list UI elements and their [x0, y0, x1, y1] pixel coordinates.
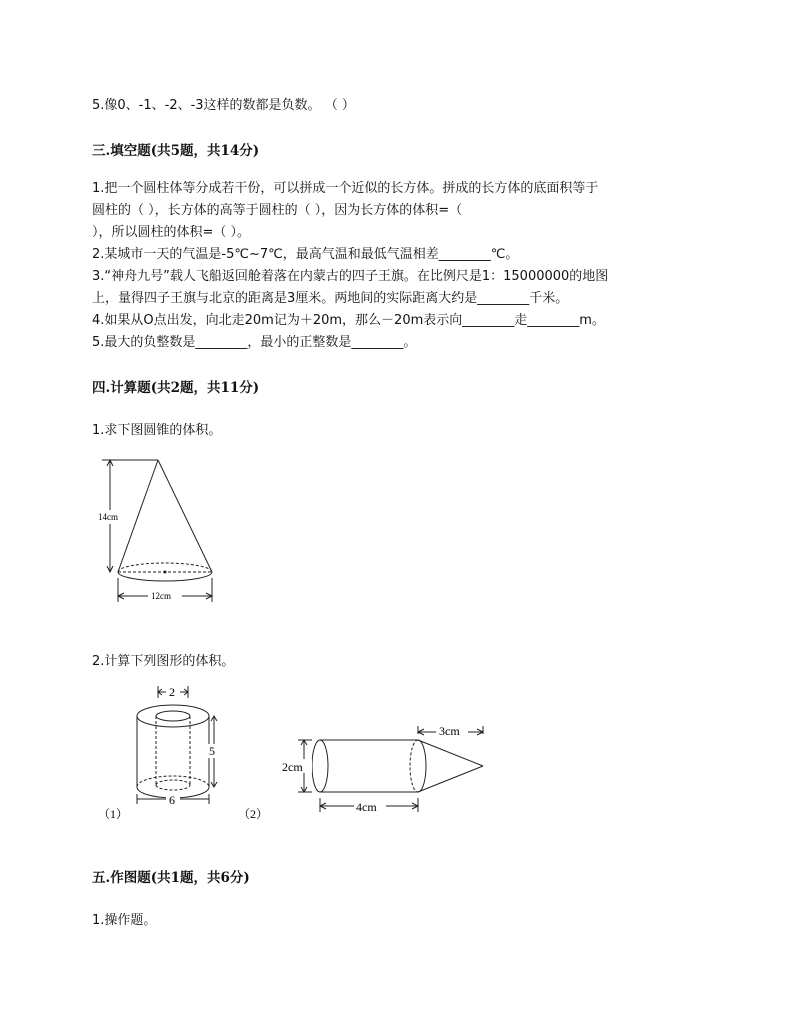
fill-q1-line1: 1.把一个圆柱体等分成若干份，可以拼成一个近似的长方体。拼成的长方体的底面积等于 — [92, 181, 599, 196]
fill-q4: 4.如果从O点出发，向北走20m记为＋20m，那么－20m表示向________走________m。 — [92, 313, 605, 328]
fig1-number: （1） — [98, 807, 129, 821]
fig1-height-label: 5 — [209, 744, 215, 758]
fig1-bottom-label: 6 — [169, 793, 175, 807]
cone-height-label: 14cm — [98, 512, 118, 522]
cylinder-cone-figure — [238, 720, 498, 824]
hollow-cylinder-figure — [96, 682, 246, 824]
cone-figure — [92, 452, 232, 612]
section-3-title: 三.填空题(共5题，共14分) — [92, 143, 260, 159]
fill-q3-line2: 上，量得四子王旗与北京的距离是3厘米。两地间的实际距离大约是________千米。 — [92, 291, 569, 306]
fig2-diameter-label: 2cm — [282, 760, 303, 774]
section-4-title: 四.计算题(共2题，共11分) — [92, 380, 260, 396]
fig2-length-label: 4cm — [356, 800, 377, 814]
section-5-title: 五.作图题(共1题，共6分) — [92, 870, 250, 886]
fill-q2: 2.某城市一天的气温是-5℃~7℃，最高气温和最低气温相差________℃。 — [92, 247, 519, 262]
fig1-top-label: 2 — [169, 685, 175, 699]
fill-q5: 5.最大的负整数是________，最小的正整数是________。 — [92, 335, 417, 350]
fill-q1-line3: ），所以圆柱的体积=（ ）。 — [92, 225, 251, 240]
calc-q2: 2.计算下列图形的体积。 — [92, 654, 235, 669]
section-3-questions — [92, 178, 702, 354]
fig2-number: （2） — [238, 807, 269, 821]
draw-q1: 1.操作题。 — [92, 913, 157, 928]
fig2-cone-label: 3cm — [439, 724, 460, 738]
question-5-negative-numbers: 5.像0、-1、-2、-3这样的数都是负数。 （ ） — [92, 98, 355, 113]
calc-q1: 1.求下图圆锥的体积。 — [92, 423, 222, 438]
fill-q3-line1: 3.“神舟九号”载人飞船返回舱着落在内蒙古的四子王旗。在比例尺是1：15000000的地图 — [92, 269, 609, 284]
fill-q1-line2: 圆柱的（ ），长方体的高等于圆柱的（ ），因为长方体的体积=（ — [92, 203, 463, 218]
cone-diameter-label: 12cm — [151, 591, 171, 601]
